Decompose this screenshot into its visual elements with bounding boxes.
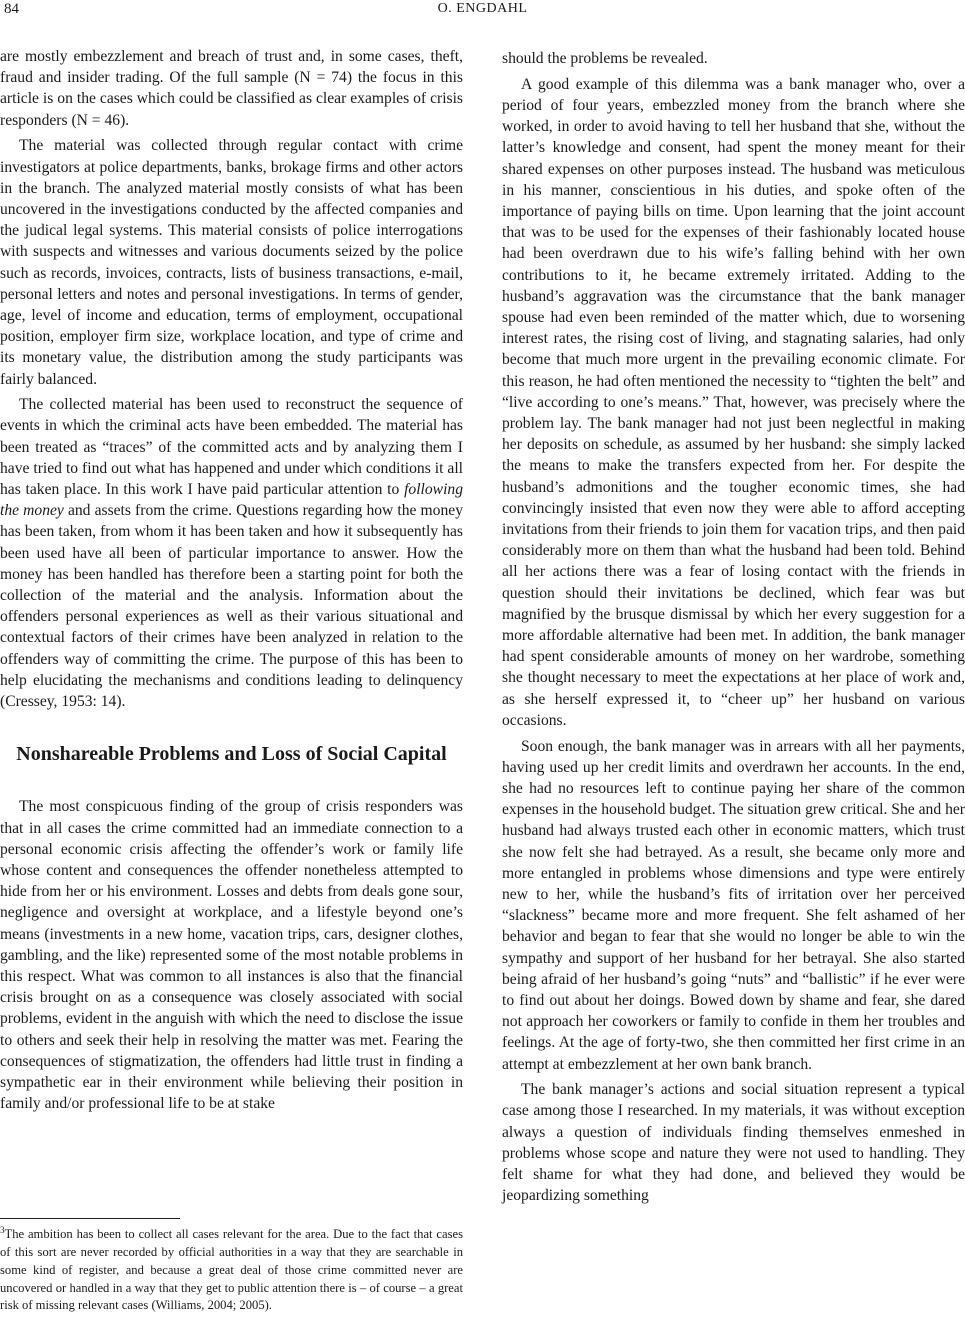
paragraph: The material was collected through regular contact with crime investigators at police departments, banks, brokage firms and other actors in the branch. The analyzed material mostly consists of what has been uncovered in the investigations conducted by the affected companies and the judical legal systems. This material consists of police interrogations with suspects and witnesses and various documents seized by the police such as records, invoices, contracts, lists of business transactions, e-mail, personal letters and notes and personal investigations. In terms of gender, age, level of income and education, terms of employment, occupational position, employer firm size, workplace location, and type of crime and its monetary value, the distribution among the study participants was fairly balanced. [0,137,463,388]
paragraph: Soon enough, the bank manager was in arrears with all her payments, having used up her credit limits and overdrawn her accounts. In the end, she had no resources left to continue paying her share of the common expenses in the household budget. The situation grew critical. She and her husband had always trusted each other in economic matters, which trust she now felt she had betrayed. As a result, she became only more and more entangled in problems whose dimensions and type were entirely new to her, while the husband’s fits of irritation over her perceived “slackness” became more and more frequent. She felt ashamed of her behavior and began to fear that she would no longer be able to win the sympathy and support of her husband for her betrayal. She also started being afraid of her husband’s going “nuts” and “ballistic” if he ever were to find out about her doings. Bowed down by shame and fear, she dared not approach her coworkers or family to confide in them her troubles and feelings. At the age of forty-two, she then committed her first crime in an attempt at embezzlement at her own bank branch. [502,737,965,1073]
paragraph: are mostly embezzlement and breach of trust and, in some cases, theft, fraud and insider trading. Of the full sample (N = 74) the focus in this article is on the cases which could be classified as clear examples of crisis responders (N = 46). [0,48,463,129]
paragraph: The bank manager’s actions and social situation represent a typical case among those I researched. In my materials, it was without exception always a question of individuals finding themselves enmeshed in problems whose scope and nature they were not used to handling. They felt shame for what they had done, and believed they would be jeopardizing something [502,1081,965,1205]
page-number: 84 [4,1,19,17]
paragraph: A good example of this dilemma was a bank manager who, over a period of four years, embezzled money from the branch where she worked, in order to avoid having to tell her husband that she, without the latter’s knowledge and consent, had spent the money meant for their shared expenses on other purposes instead. The husband was meticulous in his manner, conscientious in his duties, and spoke often of the importance of paying bills on time. Upon learning that the joint account that was to be used for the expenses of their fashionably located house had been overdrawn due to his wife’s falling behind with her own contributions to it, he became extremely irritated. Adding to the husband’s aggravation was the circumstance that the bank manager spouse had even been reminded of the matter which, due to worsening interest rates, the rising cost of living, and stagnating salaries, had only become that much more urgent in the prevailing economic climate. For this reason, he had often mentioned the necessity to “tighten the belt” and “live according to one’s means.” That, however, was precisely where the problem lay. The bank manager had not just been neglectful in making her deposits on schedule, as assumed by her husband: she simply lacked the means to make the transfers expected from her. For despite the husband’s admonitions and the tougher economic times, she had convincingly insisted that even now they were able to afford accepting invitations from their friends to join them for vacation trips, and then paid considerably more on them than what the husband had been told. Behind all her actions there was a fear of losing contact with the friends in question should their invitations be declined, which fear was but magnified by the brusque dismissal by which her every suggestion for a more affordable alternative had been met. In addition, the bank manager had spent considerable amounts of money on her wardrobe, something she thought necessary to meet the expectations at her place of work and, as she herself expressed it, to “cheer up” her husband on various occasions. [502,75,965,729]
paragraph: The most conspicuous finding of the group of crisis responders was that in all cases the crime committed had an immediate connection to a personal economic crisis affecting the offender’s work or family life whose content and consequences the offender nonetheless attempted to hide from her or his environment. Losses and debts from deals gone sour, negligence and oversight at workplace, and a lifestyle beyond one’s means (investments in a new home, vacation trips, cars, designer clothes, gambling, and the like) represented some of the most notable problems in this respect. What was common to all instances is also that the financial crisis brought on as a consequence was closely associated with social problems, evident in the anguish with which the need to disclose the issue to others and seek their help in resolving the matter was met. Fearing the consequences of stigmatization, the offenders had little trust in finding a sympathetic ear in their environment while believing their position in family and/or professional life to be at stake [0,798,463,1113]
paragraph-text: and assets from the crime. Questions regarding how the money has been taken, from whom it has been taken and how it subsequently has been used have all been of particular importance to answer. How the money has been handled has therefore been a starting point for both the collection of the material and the analysis. Information about the offenders personal experiences as well as their various situational and contextual factors of their crimes have been analyzed in relation to the offenders way of committing the crime. The purpose of this has been to help elucidating the mechanisms and conditions leading to delinquency (Cressey, 1953: 14). [0,502,463,711]
footnote-marker: 3 [0,1225,5,1235]
paragraph: should the problems be revealed. [502,50,708,67]
running-head: O. ENGDAHL [437,1,528,16]
paragraph-text: The collected material has been used to reconstruct the sequence of events in which the criminal acts have been embedded. The material has been treated as “traces” of the committed acts and by analyzing them I have tried to find out what has happened and under which conditions it all has taken place. In this work I have paid particular attention to [0,396,463,499]
right-column [502,48,965,1206]
left-column [0,46,463,1114]
paragraph [0,394,463,712]
footnote [0,1222,463,1315]
emphasis-text: following the money [0,481,463,520]
footnote-text: The ambition has been to collect all cases relevant for the area. Due to the fact that cases of this sort are never recorded by official authorities in a way that they are searchable in some kind of register, and because a great deal of those crime committed never are uncovered or handled in a way that they get to public attention there is – of course – a great risk of missing relevant cases (Williams, 2004; 2005). [0,1227,463,1313]
section-heading: Nonshareable Problems and Loss of Social Capital [16,743,447,766]
footnote-divider [0,1218,180,1219]
